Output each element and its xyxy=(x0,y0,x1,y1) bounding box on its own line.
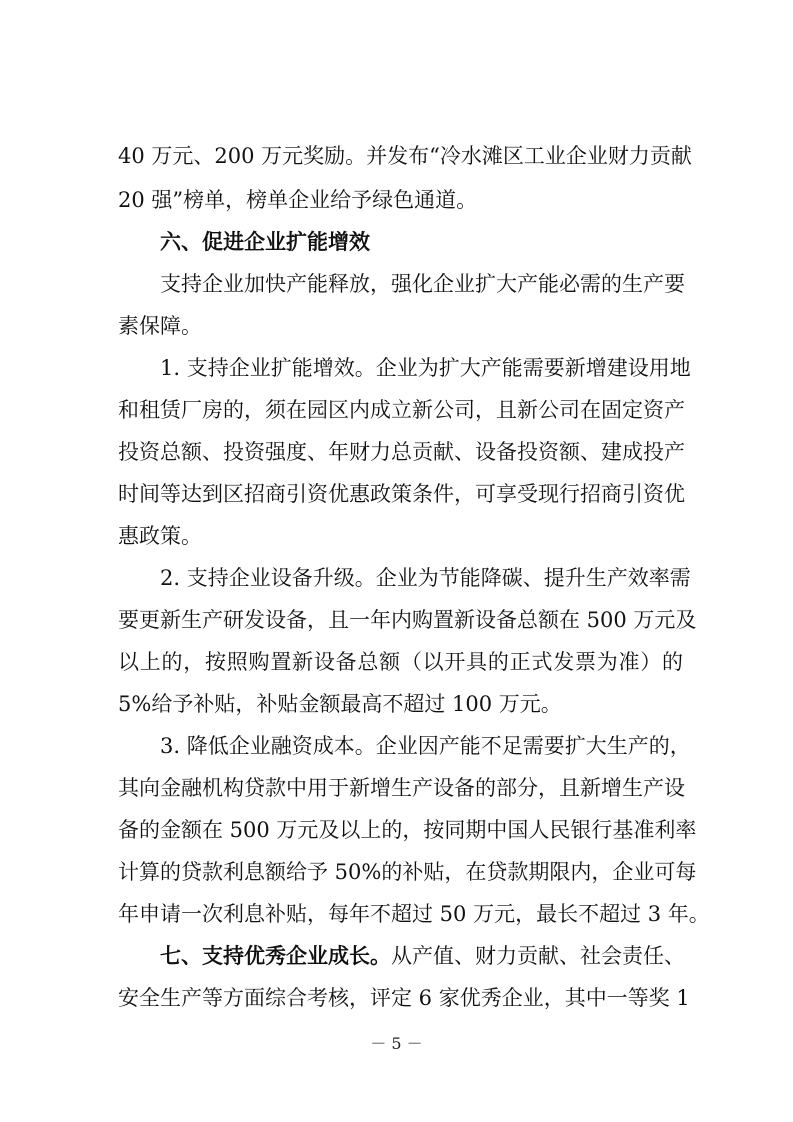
paragraph-line: 和租赁厂房的，须在园区内成立新公司，且新公司在固定资产 xyxy=(118,398,685,422)
paragraph-line: 支持企业加快产能释放，强化企业扩大产能必需的生产要 xyxy=(160,272,685,296)
paragraph-line: 以上的，按照购置新设备总额（以开具的正式发票为准）的 xyxy=(118,650,683,674)
section-heading: 七、支持优秀企业成长。 xyxy=(160,944,391,968)
paragraph-line: 惠政策。 xyxy=(118,524,202,548)
paragraph-line: 安全生产等方面综合考核，评定 6 家优秀企业，其中一等奖 1 xyxy=(118,986,690,1010)
paragraph-line: 1. 支持企业扩能增效。企业为扩大产能需要新增建设用地 xyxy=(160,356,691,380)
paragraph-line: 备的金额在 500 万元及以上的，按同期中国人民银行基准利率 xyxy=(118,818,697,842)
paragraph-line: 40 万元、200 万元奖励。并发布“冷水滩区工业企业财力贡献 xyxy=(118,144,692,168)
page-number: － 5 － xyxy=(370,1034,423,1053)
paragraph-line: 年申请一次利息补贴，每年不超过 50 万元，最长不超过 3 年。 xyxy=(118,902,710,926)
paragraph-line: 投资总额、投资强度、年财力总贡献、设备投资额、建成投产 xyxy=(118,440,685,464)
paragraph-line: 时间等达到区招商引资优惠政策条件，可享受现行招商引资优 xyxy=(118,482,685,506)
paragraph-line: 计算的贷款利息额给予 50%的补贴，在贷款期限内，企业可每 xyxy=(118,860,697,884)
paragraph-line: 素保障。 xyxy=(118,314,202,338)
paragraph-line: 2. 支持企业设备升级。企业为节能降碳、提升生产效率需 xyxy=(160,566,691,590)
paragraph-text: 从产值、财力贡献、社会责任、 xyxy=(391,944,685,968)
section-heading-line xyxy=(160,940,683,972)
paragraph-line: 其向金融机构贷款中用于新增生产设备的部分，且新增生产设 xyxy=(118,776,685,800)
section-heading: 六、促进企业扩能增效 xyxy=(160,230,370,254)
paragraph-line: 要更新生产研发设备，且一年内购置新设备总额在 500 万元及 xyxy=(118,608,697,632)
paragraph-line: 3. 降低企业融资成本。企业因产能不足需要扩大生产的， xyxy=(160,734,691,758)
paragraph-line: 5%给予补贴，补贴金额最高不超过 100 万元。 xyxy=(118,692,562,716)
paragraph-line: 20 强”榜单，榜单企业给予绿色通道。 xyxy=(118,188,478,212)
